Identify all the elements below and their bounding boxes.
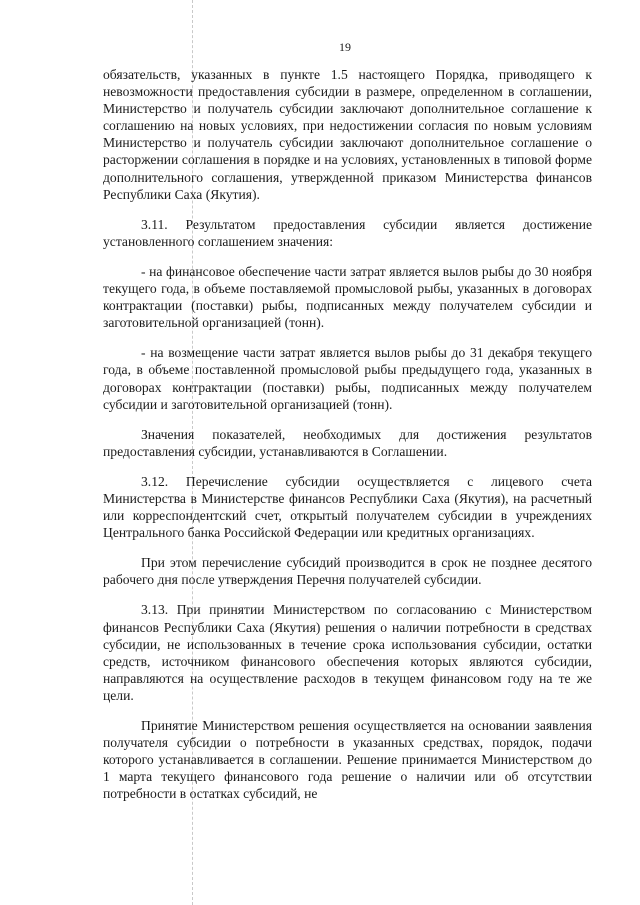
paragraph-indicator-values: Значения показателей, необходимых для достижения результатов предоставления субсидии, устанавливаются в Соглашении. <box>103 426 592 459</box>
paragraph-3-13: 3.13. При принятии Министерством по согласованию с Министерством финансов Республики Саха (Якутия) решения о наличии потребности в средствах субсидии, не использованных в течение срока использования субсидии, остатки средств, источником финансового обеспечения которых являются субсидии, направляются на осуществление расходов в текущем финансовом году на те же цели. <box>103 602 592 703</box>
page-number: 19 <box>339 40 351 54</box>
paragraph-continuation: обязательств, указанных в пункте 1.5 настоящего Порядка, приводящего к невозможности предоставления субсидии в размере, определенном в соглашении, Министерство и получатель субсидии заключают дополнительное соглашение к соглашению на новых условиях, при недостижении согласия по новым условиям Министерство и получатель субсидии заключают дополнительное соглашение о расторжении соглашения в порядке и на условиях, установленных в типовой форме дополнительного соглашения, утвержденной приказом Министерства финансов Республики Саха (Якутия). <box>103 67 592 202</box>
paragraph-3-11: 3.11. Результатом предоставления субсидии является достижение установленного соглашением значения: <box>103 216 592 249</box>
paragraph-decision-procedure: Принятие Министерством решения осуществляется на основании заявления получателя субсидии о потребности в указанных средствах, порядок, подачи которого устанавливается в соглашении. Решение принимается Министерством до 1 марта текущего финансового года решение о наличии или об отсутствии потребности в остатках субсидий, не <box>103 718 592 802</box>
page-body <box>103 66 592 802</box>
paragraph-3-12: 3.12. Перечисление субсидии осуществляется с лицевого счета Министерства в Министерстве финансов Республики Саха (Якутия), на расчетный или корреспондентский счет, открытый получателем субсидии в учреждениях Центрального банка Российской Федерации или кредитных организациях. <box>103 473 592 541</box>
paragraph-financing-result: - на финансовое обеспечение части затрат является вылов рыбы до 30 ноября текущего года, в объеме поставляемой промысловой рыбы, указанных в договорах контрактации (поставки) рыбы, подписанных между получателем субсидии и заготовительной организацией (тонн). <box>103 263 592 331</box>
paragraph-reimbursement-result: - на возмещение части затрат является вылов рыбы до 31 декабря текущего года, в объеме поставленной промысловой рыбы предыдущего года, указанных в договорах контрактации (поставки) рыбы, подписанных между получателем субсидии и заготовительной организацией (тонн). <box>103 345 592 412</box>
paragraph-transfer-deadline: При этом перечисление субсидий производится в срок не позднее десятого рабочего дня после утверждения Перечня получателей субсидии. <box>103 555 592 588</box>
